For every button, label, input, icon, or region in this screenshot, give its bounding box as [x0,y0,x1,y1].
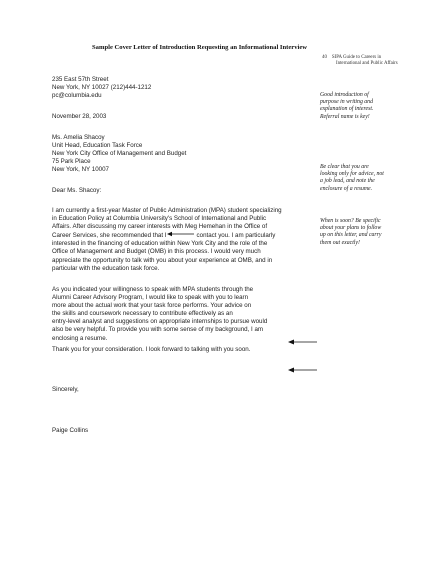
guide-title-line2: International and Public Affairs [336,61,398,67]
advice-arrow-icon [288,338,318,346]
recipient-street: 75 Park Place [52,158,91,166]
note-line: Referral name is key! [320,113,370,120]
paragraph-line: Affairs. After discussing my career interests with Meg Hemehan in the Office of [52,223,268,231]
note-line: Good introduction of [320,92,369,98]
paragraph-line: interested in the financing of education within New York City and the role of the [52,240,268,248]
guide-reference [322,55,432,68]
paragraph-line: Office of Management and Budget (OMB) in this process. I would very much [52,248,261,256]
paragraph-request [52,286,292,343]
paragraph-line: Thank you for your consideration. I look forward to talking with you soon. [52,346,251,353]
paragraph-line: As you indicated your willingness to speak with MPA students through the [52,286,254,293]
note-line: When is soon? Be specific [320,218,381,224]
paragraph-line: the skills and coursework necessary to contribute effectively as an [52,310,233,318]
recipient-address [52,134,292,174]
note-line: up on this letter, and carry [320,232,382,239]
recipient-title: Unit Head, Education Task Force [52,142,143,150]
paragraph-line: also be very helpful. To provide you with some sense of my background, I am [52,326,264,334]
margin-note-introduction [320,92,434,121]
note-line: about your plans to follow [320,225,382,232]
margin-note-advice [320,164,434,193]
salutation: Dear Ms. Shacoy: [52,187,102,194]
sender-address [52,76,292,100]
sender-street: 235 East 57th Street [52,76,109,83]
recipient-city: New York, NY 10007 [52,166,109,174]
recipient-name: Ms. Amelia Shacoy [52,134,105,141]
note-line: purpose in writing and [320,99,373,106]
note-line: enclosure of a resume. [320,185,373,192]
referral-arrow-icon [167,231,197,240]
letter-title: Sample Cover Letter of Introduction Requesting an Informational Interview [92,44,308,51]
paragraph-segment: contact you. I am particularly [196,232,276,240]
paragraph-segment: Career Services, she recommended that I [52,232,167,240]
guide-page-number: 40 [322,55,327,60]
paragraph-introduction [52,207,292,273]
note-line: them out exactly! [320,239,360,246]
signature-name: Paige Collins [52,427,89,434]
closing: Sincerely, [52,386,79,393]
note-line: looking only for advice, not [320,171,384,178]
paragraph-line: entry-level analyst and suggestions on appropriate internships to pursue would [52,318,268,326]
note-line: explanation of interest. [320,106,374,113]
paragraph-line: appreciate the opportunity to talk with you about your experience at OMB, and in [52,256,273,264]
follow-up-arrow-icon [288,366,318,374]
paragraph-line: more about the actual work that your task force performs. Your advice on [52,302,252,310]
guide-title-line1: SIPA Guide to Careers in [331,55,382,60]
recipient-organization: New York City Office of Management and Budget [52,150,187,158]
paragraph-line-with-arrow [52,231,292,240]
paragraph-thanks [52,346,312,354]
sender-email: pc@columbia.edu [52,92,102,100]
margin-note-follow-up [320,218,434,247]
paragraph-line: particular with the education task force. [52,264,160,272]
paragraph-line: I am currently a first-year Master of Public Administration (MPA) student specializing [52,207,282,214]
sender-city-phone: New York, NY 10027 (212)444-1212 [52,84,152,92]
paragraph-line: enclosing a resume. [52,334,108,342]
paragraph-line: in Education Policy at Columbia University's School of International and Public [52,215,267,223]
paragraph-line: Alumni Career Advisory Program, I would like to speak with you to learn [52,294,249,302]
letter-date: November 28, 2003 [52,113,107,120]
note-line: a job lead, and note the [320,178,375,185]
note-line: Be clear that you are [320,164,369,170]
